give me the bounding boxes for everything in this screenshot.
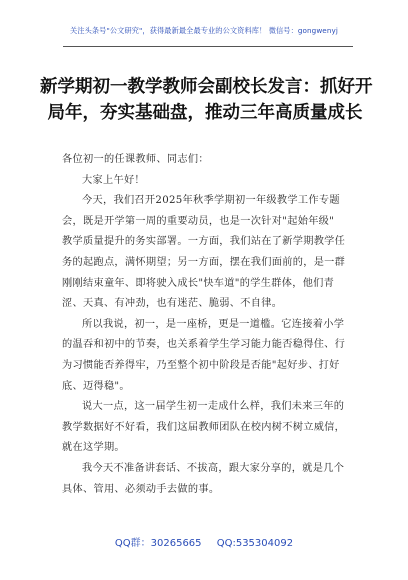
paragraph-4: [62, 459, 362, 500]
page-title: [40, 74, 373, 126]
header-divider: [63, 46, 353, 47]
greeting-text: 大家上午好！: [82, 174, 145, 186]
header-banner: 关注头条号"公文研究"，获得最新最全最专业的公文资料库！ 微信号：gongwenyj: [70, 26, 338, 35]
paragraph-line: 说大一点，这一届学生初一走成什么样，我们未来三年的: [82, 401, 345, 413]
paragraph-line: 教学质量提升的务实部署。一方面，我们站在了新学期教学任: [62, 236, 346, 248]
title-line-1: 新学期初一教学教师会副校长发言：抓好开: [40, 77, 373, 97]
paragraph-line: 我今天不准备讲套话、不拔高，跟大家分享的，就是几个: [82, 462, 345, 474]
paragraph-line: 教学数据好不好看，我们这届教师团队在校内树不树立威信，: [62, 421, 346, 433]
footer-qq: QQ:535304092: [216, 538, 294, 549]
paragraph-3: [62, 397, 362, 459]
paragraph-line: 的温吞和初中的节奏，也关系着学生学习能力能否稳得住、行: [62, 339, 346, 351]
salutation-text: 各位初一的任课教师、同志们：: [62, 154, 209, 165]
paragraph-line: 所以我说，初一，是一座桥，更是一道槛。它连接着小学: [82, 318, 345, 330]
salutation: [62, 150, 362, 171]
footer-qq-group: QQ群：30265665: [114, 538, 202, 549]
paragraph-line: 底、迈得稳"。: [62, 380, 130, 392]
greeting: [62, 171, 362, 192]
title-line-2: 局年，夯实基础盘，推动三年高质量成长: [47, 103, 363, 123]
paragraph-line: 务的起跑点，满怀期望；另一方面，摆在我们面前的，是一群: [62, 256, 346, 268]
paragraph-line: 刚刚结束童年、即将驶入成长"快车道"的学生群体，他们青: [62, 277, 335, 289]
paragraph-line: 为习惯能否养得牢，乃至整个初中阶段是否能"起好步、打好: [62, 359, 340, 371]
paragraph-line: 具体、管用、必须动手去做的事。: [62, 483, 220, 495]
paragraph-line: 涩、天真、有冲劲，也有迷茫、脆弱、不自律。: [62, 298, 283, 310]
footer: [0, 534, 408, 549]
document-body: [62, 150, 362, 500]
paragraph-line: 今天，我们召开2025年秋季学期初一年级教学工作专题: [82, 195, 340, 207]
paragraph-line: 就在这学期。: [62, 442, 125, 454]
paragraph-1: [62, 191, 362, 315]
paragraph-2: [62, 315, 362, 397]
paragraph-line: 会，既是开学第一周的重要动员，也是一次针对"起始年级": [62, 215, 335, 227]
